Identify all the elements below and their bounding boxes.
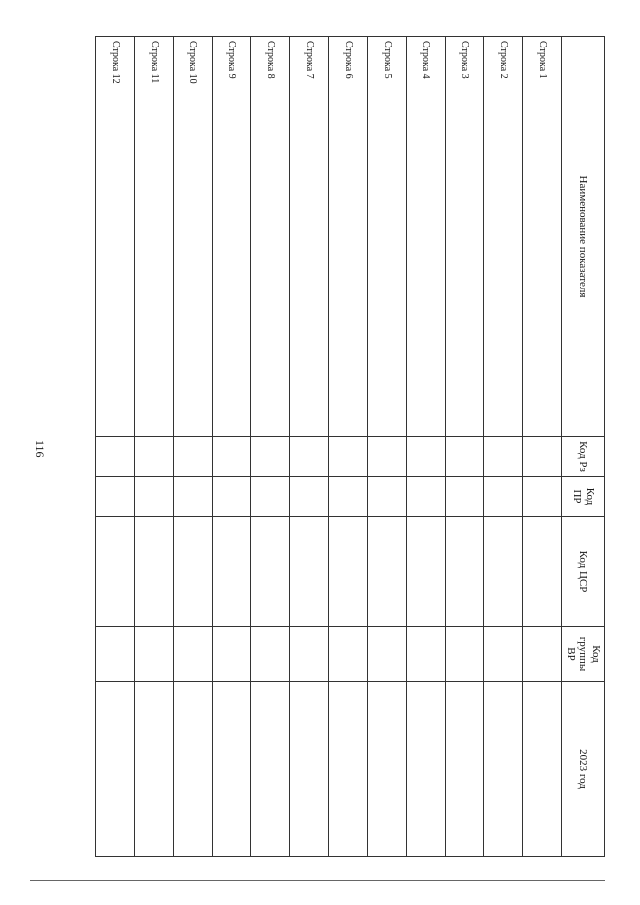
row-value: [212, 682, 251, 857]
row-vr: [173, 627, 212, 682]
row-csr: [290, 517, 329, 627]
row-name: Строка 1: [523, 37, 562, 437]
row-csr: [134, 517, 173, 627]
row-name: Строка 4: [406, 37, 445, 437]
row-value: [484, 682, 523, 857]
row-value: [445, 682, 484, 857]
row-value: [173, 682, 212, 857]
row-vr: [96, 627, 135, 682]
row-value: [329, 682, 368, 857]
row-csr: [173, 517, 212, 627]
row-vr: [134, 627, 173, 682]
row-value: [134, 682, 173, 857]
header-rz: Код Рз: [562, 437, 605, 477]
budget-table: [95, 36, 605, 857]
row-vr: [212, 627, 251, 682]
row-rz: [212, 437, 251, 477]
page-number: 116: [33, 440, 47, 458]
row-rz: [134, 437, 173, 477]
row-csr: [251, 517, 290, 627]
row-name: Строка 9: [212, 37, 251, 437]
rotated-table-wrapper: [95, 36, 605, 856]
row-csr: [367, 517, 406, 627]
row-csr: [523, 517, 562, 627]
row-csr: [212, 517, 251, 627]
table-row: [173, 37, 212, 857]
row-name: Строка 12: [96, 37, 135, 437]
row-pr: [212, 477, 251, 517]
row-pr: [134, 477, 173, 517]
row-name: Строка 5: [367, 37, 406, 437]
row-csr: [406, 517, 445, 627]
row-pr: [445, 477, 484, 517]
row-vr: [367, 627, 406, 682]
table-row: [484, 37, 523, 857]
row-value: [290, 682, 329, 857]
table-row: [251, 37, 290, 857]
row-csr: [96, 517, 135, 627]
header-vr: Код группы ВР: [562, 627, 605, 682]
row-vr: [406, 627, 445, 682]
row-name: Строка 11: [134, 37, 173, 437]
row-rz: [484, 437, 523, 477]
row-name: Строка 7: [290, 37, 329, 437]
table-row: [523, 37, 562, 857]
row-csr: [445, 517, 484, 627]
row-value: [406, 682, 445, 857]
table-row: [96, 37, 135, 857]
table-row: [367, 37, 406, 857]
row-value: [523, 682, 562, 857]
row-rz: [367, 437, 406, 477]
row-rz: [96, 437, 135, 477]
row-pr: [96, 477, 135, 517]
row-value: [251, 682, 290, 857]
row-csr: [484, 517, 523, 627]
row-rz: [173, 437, 212, 477]
header-csr: Код ЦСР: [562, 517, 605, 627]
row-name: Строка 8: [251, 37, 290, 437]
header-name: Наименование показателя: [562, 37, 605, 437]
table-header-row: [562, 37, 605, 857]
row-rz: [329, 437, 368, 477]
bottom-rule: [30, 880, 605, 881]
row-name: Строка 6: [329, 37, 368, 437]
row-name: Строка 2: [484, 37, 523, 437]
row-name: Строка 10: [173, 37, 212, 437]
row-vr: [445, 627, 484, 682]
row-rz: [406, 437, 445, 477]
row-vr: [484, 627, 523, 682]
table-row: [406, 37, 445, 857]
row-rz: [290, 437, 329, 477]
table-row: [134, 37, 173, 857]
row-rz: [445, 437, 484, 477]
table-row: [290, 37, 329, 857]
row-pr: [523, 477, 562, 517]
row-pr: [484, 477, 523, 517]
table-row: [329, 37, 368, 857]
row-csr: [329, 517, 368, 627]
row-value: [96, 682, 135, 857]
header-year: 2023 год: [562, 682, 605, 857]
table-row: [445, 37, 484, 857]
row-vr: [523, 627, 562, 682]
row-pr: [406, 477, 445, 517]
row-pr: [367, 477, 406, 517]
row-rz: [251, 437, 290, 477]
row-value: [367, 682, 406, 857]
row-vr: [251, 627, 290, 682]
header-pr: Код ПР: [562, 477, 605, 517]
table-row: [212, 37, 251, 857]
row-rz: [523, 437, 562, 477]
row-name: Строка 3: [445, 37, 484, 437]
table-sheet: [95, 36, 605, 856]
row-pr: [290, 477, 329, 517]
row-pr: [329, 477, 368, 517]
row-pr: [173, 477, 212, 517]
row-vr: [290, 627, 329, 682]
row-pr: [251, 477, 290, 517]
row-vr: [329, 627, 368, 682]
